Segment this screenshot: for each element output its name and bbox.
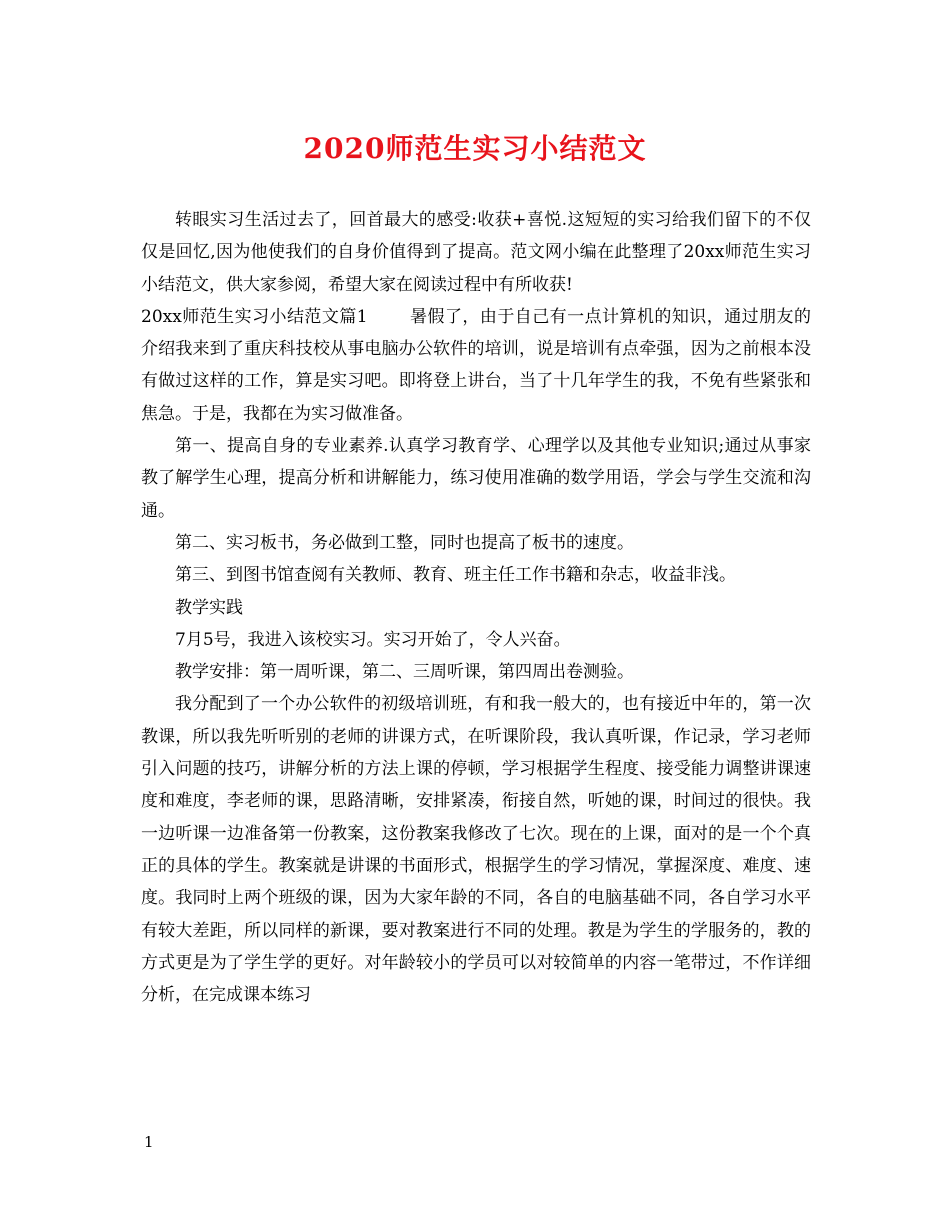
teaching-practice-heading: 教学实践 (175, 597, 243, 618)
paragraph-start-date: 7月5号，我进入该校实习。实习开始了，令人兴奋。 (175, 629, 571, 650)
section-text: 暑假了，由于自己有一点计算机的知识，通过朋友的介绍我来到了重庆科技校从事电脑办公软件的培训，说是培训有点牵强，因为之前根本没有做过这样的工作，算是实习吧。即将登上讲台，当了十几年学生的我，不免有些紧张和焦急。于是，我都在为实习做准备。 (141, 306, 812, 424)
intro-paragraph: 转眼实习生活过去了，回首最大的感受:收获+喜悦.这短短的实习给我们留下的不仅仅是回忆,因为他使我们的自身价值得到了提高。范文网小编在此整理了20xx师范生实习小结范文，供大家参阅，希望大家在阅读过程中有所收获! (141, 210, 811, 295)
paragraph-teaching-experience: 我分配到了一个办公软件的初级培训班，有和我一般大的，也有接近中年的，第一次教课，所以我先听听别的老师的讲课方式，在听课阶段，我认真听课，作记录，学习老师引入问题的技巧，讲解分析的方法上课的停顿，学习根据学生程度、接受能力调整讲课速度和难度，李老师的课，思路清晰，安排紧凑，衔接自然，听她的课，时间过的很快。我一边听课一边准备第一份教案，这份教案我修改了七次。现在的上课，面对的是一个个真正的具体的学生。教案就是讲课的书面形式，根据学生的学习情况，掌握深度、难度、速度。我同时上两个班级的课，因为大家年龄的不同，各自的电脑基础不同，各自学习水平有较大差距，所以同样的新课，要对教案进行不同的处理。教是为学生的学服务的，教的方式更是为了学生学的更好。对年龄较小的学员可以对较简单的内容一笔带过，不作详细分析，在完成课本练习 (141, 694, 811, 1006)
paragraph-second: 第二、实习板书，务必做到工整，同时也提高了板书的速度。 (175, 532, 634, 553)
section-heading: 20xx师范生实习小结范文篇1 (141, 306, 368, 327)
document-body (141, 204, 811, 1011)
document-title: 2020师范生实习小结范文 (303, 132, 647, 165)
section-paragraph (141, 301, 811, 430)
page-number: 1 (144, 1133, 154, 1151)
paragraph-schedule: 教学安排：第一周听课，第二、三周听课，第四周出卷测验。 (175, 662, 634, 683)
paragraph-third: 第三、到图书馆查阅有关教师、教育、班主任工作书籍和杂志，收益非浅。 (175, 565, 736, 586)
paragraph-first: 第一、提高自身的专业素养.认真学习教育学、心理学以及其他专业知识;通过从事家教了解学生心理，提高分析和讲解能力，练习使用准确的数学用语，学会与学生交流和沟通。 (141, 436, 811, 521)
